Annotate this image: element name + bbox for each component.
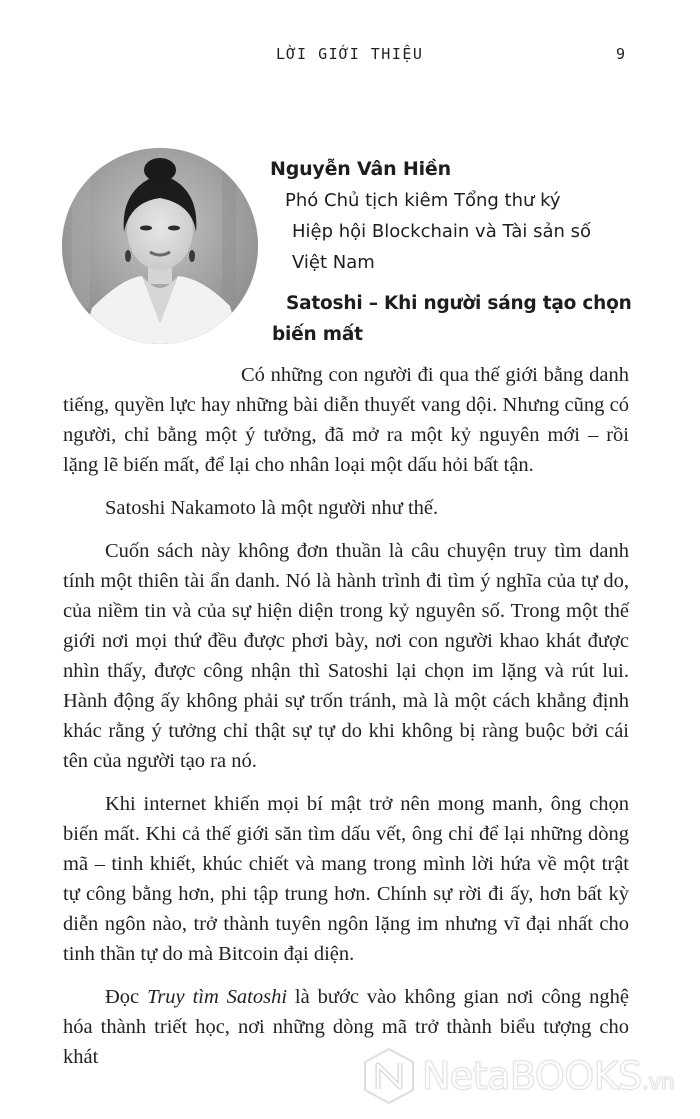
essay-title: Satoshi – Khi người sáng tạo chọn biến mất <box>272 293 632 345</box>
book-title: Truy tìm Satoshi <box>147 986 288 1008</box>
page-number: 9 <box>616 45 627 63</box>
watermark <box>362 1046 692 1106</box>
paragraph-prefix: Đọc <box>105 986 148 1008</box>
paragraph: Cuốn sách này không đơn thuần là câu chuyện truy tìm danh tính một thiên tài ẩn danh. Nó là hành trình đi tìm ý nghĩa của tự do, của niềm tin và của sự hiện diện trong kỷ nguyên số. Trong một thế giới nơi mọi thứ đều được phơi bày, nơi con người khao khát được nhìn thấy, được công nhận thì Satoshi lại chọn im lặng và rút lui. Hành động ấy không phải sự trốn tránh, mà là một cách khẳng định khác rằng ý tưởng chỉ thật sự tự do khi không bị ràng buộc bởi cái tên của người tạo ra nó. <box>63 540 629 772</box>
netabooks-hexagon-logo-icon <box>362 1047 416 1105</box>
watermark-tld: .vn <box>641 1070 675 1095</box>
portrait-image <box>62 148 258 344</box>
author-name: Nguyễn Vân Hiền <box>270 158 451 180</box>
watermark-brand <box>422 1054 674 1098</box>
watermark-brand-text: NetaBOOKS <box>422 1054 642 1098</box>
author-role-line: Phó Chủ tịch kiêm Tổng thư ký <box>285 190 561 211</box>
author-portrait <box>62 148 258 344</box>
paragraph: Satoshi Nakamoto là một người như thế. <box>105 497 439 519</box>
author-bio <box>270 156 650 278</box>
essay-body <box>63 360 629 1085</box>
running-title: LỜI GIỚI THIỆU <box>276 45 424 63</box>
author-role-line: Hiệp hội Blockchain và Tài sản số <box>292 221 592 242</box>
paragraph-suffix: là bước vào không gian nơi công nghệ hóa thành triết học, nơi những dòng mã trở thành biểu tượng cho khát <box>63 986 629 1068</box>
author-role-line: Việt Nam <box>292 252 375 273</box>
paragraph: Có những con người đi qua thế giới bằng danh tiếng, quyền lực hay những bài diễn thuyết vang dội. Nhưng cũng có người, chỉ bằng một ý tưởng, đã mở ra một kỷ nguyên mới – rồi lặng lẽ biến mất, để lại cho nhân loại một dấu hỏi bất tận. <box>63 364 629 476</box>
paragraph: Khi internet khiến mọi bí mật trở nên mong manh, ông chọn biến mất. Khi cả thế giới săn tìm dấu vết, ông chỉ để lại những dòng mã – tinh khiết, khúc chiết và mang trong mình lời hứa về một trật tự công bằng hơn, phi tập trung hơn. Chính sự rời đi ấy, hơn bất kỳ diễn ngôn nào, trở thành tuyên ngôn lặng im nhưng vĩ đại nhất cho tinh thần tự do mà Bitcoin đại diện. <box>63 793 629 965</box>
